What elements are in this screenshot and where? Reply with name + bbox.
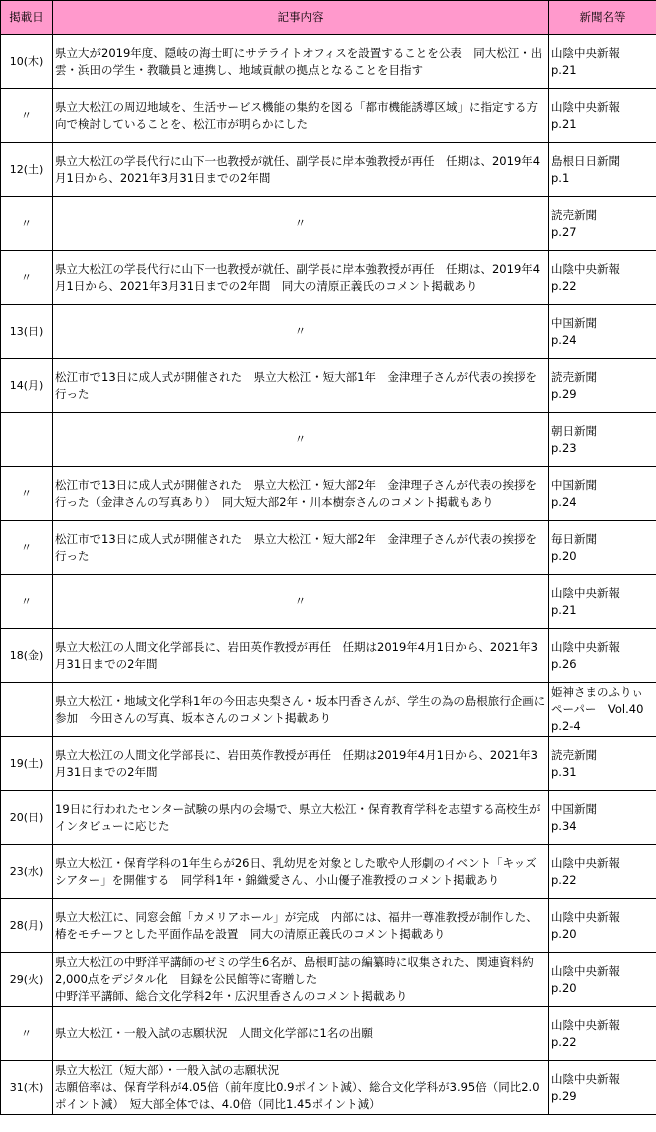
paper-name: 読売新聞 bbox=[551, 369, 597, 384]
page-number: p.21 bbox=[551, 116, 577, 131]
paper-cell bbox=[549, 413, 656, 467]
date-cell: 29(火) bbox=[1, 953, 53, 1007]
table-row bbox=[1, 197, 656, 251]
page-number: p.29 bbox=[551, 386, 577, 401]
table-row bbox=[1, 1061, 656, 1115]
paper-name: 山陰中央新報 bbox=[551, 855, 620, 870]
page-number: p.27 bbox=[551, 224, 577, 239]
paper-name: 中国新聞 bbox=[551, 315, 597, 330]
content-cell: 19日に行われたセンター試験の県内の会場で、県立大松江・保育教育学科を志望する高校生がインタビューに応じた bbox=[53, 791, 549, 845]
page-number: p.22 bbox=[551, 278, 577, 293]
paper-name: 朝日新聞 bbox=[551, 423, 597, 438]
content-cell: 〃 bbox=[53, 413, 549, 467]
paper-cell bbox=[549, 359, 656, 413]
page-number: p.21 bbox=[551, 62, 577, 77]
content-cell: 松江市で13日に成人式が開催された 県立大松江・短大部1年 金津理子さんが代表の挨拶を行った bbox=[53, 359, 549, 413]
page-number: p.22 bbox=[551, 1034, 577, 1049]
date-cell bbox=[1, 413, 53, 467]
paper-name: 山陰中央新報 bbox=[551, 1017, 620, 1032]
table-row bbox=[1, 899, 656, 953]
date-cell: 10(木) bbox=[1, 35, 53, 89]
date-cell: 19(土) bbox=[1, 737, 53, 791]
table-row bbox=[1, 359, 656, 413]
page-number: p.20 bbox=[551, 980, 577, 995]
date-cell: 14(月) bbox=[1, 359, 53, 413]
paper-name: 山陰中央新報 bbox=[551, 261, 620, 276]
paper-cell bbox=[549, 521, 656, 575]
page-number: p.24 bbox=[551, 332, 577, 347]
date-cell: 〃 bbox=[1, 521, 53, 575]
content-cell: 〃 bbox=[53, 305, 549, 359]
paper-cell bbox=[549, 1061, 656, 1115]
content-cell: 県立大松江（短大部）・一般入試の志願状況 志願倍率は、保育学科が4.05倍（前年度比0.9ポイント減）、総合文化学科が3.95倍（同比2.0ポイント減） 短大部全体では、4.0倍（同比1.45ポイント減） bbox=[53, 1061, 549, 1115]
table-body bbox=[1, 35, 656, 1115]
page-number: p.20 bbox=[551, 548, 577, 563]
table-row bbox=[1, 305, 656, 359]
paper-name: 姫神さまのふりぃペーパー Vol.40 bbox=[551, 685, 644, 716]
paper-name: 中国新聞 bbox=[551, 477, 597, 492]
content-cell: 〃 bbox=[53, 575, 549, 629]
table-row bbox=[1, 467, 656, 521]
header-date: 掲載日 bbox=[1, 1, 53, 35]
paper-cell bbox=[549, 737, 656, 791]
paper-cell bbox=[549, 845, 656, 899]
paper-cell bbox=[549, 629, 656, 683]
content-cell: 県立大松江の人間文化学部長に、岩田英作教授が再任 任期は2019年4月1日から、2021年3月31日までの2年間 bbox=[53, 737, 549, 791]
paper-cell bbox=[549, 35, 656, 89]
content-cell: 県立大松江の学長代行に山下一也教授が就任、副学長に岸本強教授が再任 任期は、2019年4月1日から、2021年3月31日までの2年間 bbox=[53, 143, 549, 197]
paper-cell bbox=[549, 953, 656, 1007]
paper-name: 山陰中央新報 bbox=[551, 963, 620, 978]
paper-cell bbox=[549, 467, 656, 521]
table-row bbox=[1, 791, 656, 845]
content-cell: 県立大松江の周辺地域を、生活サービス機能の集約を図る「都市機能誘導区域」に指定する方向で検討していることを、松江市が明らかにした bbox=[53, 89, 549, 143]
content-cell: 県立大松江・保育学科の1年生らが26日、乳幼児を対象とした歌や人形劇のイベント「キッズシアター」を開催する 同学科1年・錦織愛さん、小山優子准教授のコメント掲載あり bbox=[53, 845, 549, 899]
date-cell: 〃 bbox=[1, 251, 53, 305]
content-cell: 県立大松江の中野洋平講師のゼミの学生6名が、島根町誌の編纂時に収集された、関連資料約2,000点をデジタル化 目録を公民館等に寄贈した 中野洋平講師、総合文化学科2年・広沢里香さんのコメント掲載あり bbox=[53, 953, 549, 1007]
paper-cell bbox=[549, 143, 656, 197]
date-cell: 12(土) bbox=[1, 143, 53, 197]
content-cell: 松江市で13日に成人式が開催された 県立大松江・短大部2年 金津理子さんが代表の挨拶を行った（金津さんの写真あり） 同大短大部2年・川本樹奈さんのコメント掲載もあり bbox=[53, 467, 549, 521]
paper-cell bbox=[549, 251, 656, 305]
content-cell: 県立大が2019年度、隠岐の海士町にサテライトオフィスを設置することを公表 同大松江・出雲・浜田の学生・教職員と連携し、地域貢献の拠点となることを目指す bbox=[53, 35, 549, 89]
date-cell: 20(日) bbox=[1, 791, 53, 845]
date-cell: 〃 bbox=[1, 197, 53, 251]
paper-name: 中国新聞 bbox=[551, 801, 597, 816]
content-cell: 県立大松江・地域文化学科1年の今田志央梨さん・坂本円香さんが、学生の為の島根旅行企画に参加 今田さんの写真、坂本さんのコメント掲載あり bbox=[53, 683, 549, 737]
paper-name: 読売新聞 bbox=[551, 207, 597, 222]
table-row bbox=[1, 521, 656, 575]
date-cell: 18(金) bbox=[1, 629, 53, 683]
paper-name: 島根日日新聞 bbox=[551, 153, 620, 168]
content-cell: 県立大松江・一般入試の志願状況 人間文化学部に1名の出願 bbox=[53, 1007, 549, 1061]
paper-name: 山陰中央新報 bbox=[551, 99, 620, 114]
table-row bbox=[1, 1007, 656, 1061]
paper-name: 山陰中央新報 bbox=[551, 639, 620, 654]
table-row bbox=[1, 575, 656, 629]
content-cell: 松江市で13日に成人式が開催された 県立大松江・短大部2年 金津理子さんが代表の挨拶を行った bbox=[53, 521, 549, 575]
paper-name: 読売新聞 bbox=[551, 747, 597, 762]
page-number: p.20 bbox=[551, 926, 577, 941]
paper-cell bbox=[549, 791, 656, 845]
page-number: p.26 bbox=[551, 656, 577, 671]
page-number: p.31 bbox=[551, 764, 577, 779]
table-row bbox=[1, 683, 656, 737]
paper-name: 山陰中央新報 bbox=[551, 1071, 620, 1086]
page-number: p.21 bbox=[551, 602, 577, 617]
page-number: p.24 bbox=[551, 494, 577, 509]
paper-cell bbox=[549, 197, 656, 251]
content-cell: 〃 bbox=[53, 197, 549, 251]
paper-cell bbox=[549, 89, 656, 143]
page-number: p.22 bbox=[551, 872, 577, 887]
header-row bbox=[1, 1, 656, 35]
date-cell: 〃 bbox=[1, 575, 53, 629]
header-paper: 新聞名等 bbox=[549, 1, 656, 35]
table-row bbox=[1, 845, 656, 899]
paper-name: 山陰中央新報 bbox=[551, 45, 620, 60]
table-row bbox=[1, 89, 656, 143]
table-row bbox=[1, 737, 656, 791]
table-row bbox=[1, 143, 656, 197]
paper-cell bbox=[549, 683, 656, 737]
paper-cell bbox=[549, 1007, 656, 1061]
paper-cell bbox=[549, 899, 656, 953]
page-number: p.1 bbox=[551, 170, 570, 185]
paper-cell bbox=[549, 305, 656, 359]
date-cell: 〃 bbox=[1, 89, 53, 143]
table-row bbox=[1, 251, 656, 305]
date-cell: 31(木) bbox=[1, 1061, 53, 1115]
paper-name: 毎日新聞 bbox=[551, 531, 597, 546]
paper-name: 山陰中央新報 bbox=[551, 585, 620, 600]
table-row bbox=[1, 35, 656, 89]
paper-name: 山陰中央新報 bbox=[551, 909, 620, 924]
page-number: p.34 bbox=[551, 818, 577, 833]
date-cell: 28(月) bbox=[1, 899, 53, 953]
content-cell: 県立大松江の人間文化学部長に、岩田英作教授が再任 任期は2019年4月1日から、2021年3月31日までの2年間 bbox=[53, 629, 549, 683]
page-number: p.2-4 bbox=[551, 719, 581, 733]
date-cell: 23(水) bbox=[1, 845, 53, 899]
page-number: p.23 bbox=[551, 440, 577, 455]
table-row bbox=[1, 413, 656, 467]
content-cell: 県立大松江の学長代行に山下一也教授が就任、副学長に岸本強教授が再任 任期は、2019年4月1日から、2021年3月31日までの2年間 同大の清原正義氏のコメント掲載あり bbox=[53, 251, 549, 305]
page-number: p.29 bbox=[551, 1088, 577, 1103]
date-cell: 〃 bbox=[1, 1007, 53, 1061]
paper-cell bbox=[549, 575, 656, 629]
table-row bbox=[1, 629, 656, 683]
table-row bbox=[1, 953, 656, 1007]
content-cell: 県立大松江に、同窓会館「カメリアホール」が完成 内部には、福井一尊准教授が制作した、椿をモチーフとした平面作品を設置 同大の清原正義氏のコメント掲載あり bbox=[53, 899, 549, 953]
date-cell bbox=[1, 683, 53, 737]
header-content: 記事内容 bbox=[53, 1, 549, 35]
date-cell: 13(日) bbox=[1, 305, 53, 359]
date-cell: 〃 bbox=[1, 467, 53, 521]
